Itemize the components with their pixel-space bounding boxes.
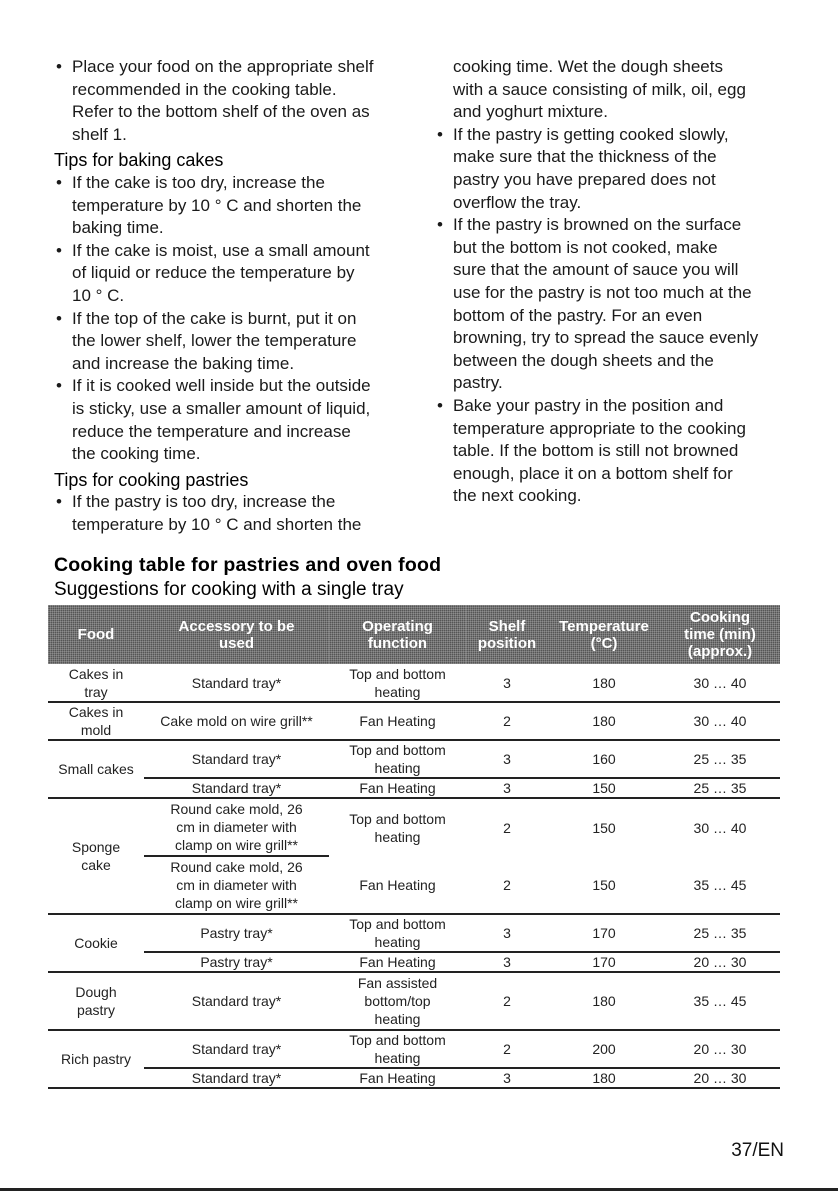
cell-time: 20 … 30 — [660, 1068, 780, 1088]
cell-shelf: 2 — [466, 856, 548, 914]
text-line: table. If the bottom is still not browned — [453, 441, 739, 461]
cell-temperature: 150 — [592, 819, 616, 836]
table-row — [48, 1030, 780, 1068]
cell-shelf: 3 — [466, 664, 548, 702]
cell-shelf: 2 — [466, 702, 548, 740]
cell-line: mold — [80, 722, 112, 738]
cell-line: Standard tray* — [191, 780, 282, 796]
cell-line: Fan Heating — [359, 713, 436, 729]
cell-time: 30 … 40 — [660, 664, 780, 702]
text-line: sure that the amount of sauce you will — [453, 260, 739, 280]
cakes-tips-heading: Tips for baking cakes — [54, 150, 224, 171]
text-line: If the cake is moist, use a small amount — [72, 240, 370, 260]
bullet-marker: • — [56, 57, 62, 76]
cell-line: Cookie — [74, 935, 118, 951]
cell-time: 30 … 40 — [693, 819, 747, 836]
text-line: baking time. — [72, 218, 164, 238]
cell-line: cm in diameter with — [176, 819, 297, 835]
cell-line: pastry — [76, 1002, 116, 1018]
header-line: function — [367, 634, 428, 652]
cell-food — [48, 798, 144, 914]
continued-tip-text — [435, 56, 785, 124]
text-line: reduce the temperature and increase — [72, 421, 351, 441]
cell-line: heating — [374, 828, 421, 845]
header-line: (°C) — [590, 634, 618, 652]
text-line: Place your food on the appropriate shelf — [72, 57, 374, 76]
cell-line: heating — [374, 760, 421, 776]
right-column — [435, 56, 785, 508]
text-line: the lower shelf, lower the temperature — [72, 331, 357, 351]
header-shelf-position — [466, 605, 548, 664]
cell-temperature: 180 — [548, 1068, 660, 1088]
cell-time: 35 … 45 — [660, 972, 780, 1030]
cell-line: Fan Heating — [359, 954, 436, 970]
cell-food — [48, 740, 144, 798]
cell-temperature: 170 — [548, 914, 660, 952]
cell-line: Fan Heating — [359, 780, 436, 796]
text-line: If it is cooked well inside but the outside — [72, 376, 371, 396]
cell-line: Round cake mold, 26 — [170, 859, 303, 875]
text-line: enough, place it on a bottom shelf for — [453, 463, 733, 483]
cell-accessory — [144, 702, 329, 740]
cell-shelf: 3 — [466, 914, 548, 952]
cell-line: Round cake mold, 26 — [170, 801, 303, 817]
cell-line: Pastry tray* — [200, 925, 273, 941]
cell-line: heating — [374, 934, 421, 950]
pastries-tip-item — [435, 395, 785, 508]
cell-time: 35 … 45 — [660, 856, 780, 914]
cell-line: Top and bottom — [349, 665, 446, 682]
cell-function — [329, 1030, 466, 1068]
cell-line: Standard tray* — [191, 751, 282, 767]
cell-line: tray — [84, 683, 108, 700]
intro-bullet — [54, 56, 404, 146]
cell-time: 25 … 35 — [660, 778, 780, 798]
bullet-marker: • — [56, 492, 62, 512]
text-line: make sure that the thickness of the — [453, 147, 717, 167]
cell-line: Cakes in — [68, 704, 124, 720]
cell-time: 20 … 30 — [660, 952, 780, 972]
cell-accessory — [144, 972, 329, 1030]
table-row — [48, 856, 780, 914]
cell-temperature: 150 — [548, 778, 660, 798]
cell-function — [329, 664, 466, 702]
cell-accessory — [144, 952, 329, 972]
cell-temperature: 180 — [548, 972, 660, 1030]
cell-function — [329, 740, 466, 778]
cell-accessory — [144, 664, 329, 702]
cell-line: clamp on wire grill** — [175, 895, 298, 911]
cakes-tip-item — [54, 172, 404, 240]
table-row — [48, 702, 780, 740]
bullet-marker: • — [56, 308, 62, 328]
cell-accessory — [144, 1030, 329, 1068]
text-line: pastry. — [453, 373, 503, 393]
cell-time: 25 … 35 — [660, 914, 780, 952]
cell-line: heating — [374, 1011, 421, 1027]
cell-function — [329, 914, 466, 952]
cakes-tip-item — [54, 240, 404, 308]
cell-shelf: 2 — [466, 972, 548, 1030]
bullet-marker: • — [437, 215, 443, 235]
header-line: Accessory to be — [178, 617, 295, 635]
pastries-tip-item — [435, 124, 785, 214]
cell-function — [329, 856, 466, 914]
cell-line: Top and bottom — [349, 810, 446, 827]
cell-accessory — [144, 740, 329, 778]
cell-function — [329, 1068, 466, 1088]
text-line: use for the pastry is not too much at the — [453, 282, 752, 302]
table-row — [48, 798, 780, 856]
cell-line: Sponge — [71, 839, 121, 855]
text-line: pastry you have prepared does not — [453, 169, 716, 189]
text-line: browning, try to spread the sauce evenly — [453, 328, 759, 348]
cell-time: 25 … 35 — [660, 740, 780, 778]
table-row — [48, 778, 780, 798]
cell-shelf: 3 — [466, 778, 548, 798]
cell-line: Top and bottom — [349, 1032, 446, 1048]
table-row — [48, 952, 780, 972]
text-line: with a sauce consisting of milk, oil, egg — [453, 79, 746, 99]
bullet-marker: • — [56, 172, 62, 192]
cell-function — [329, 952, 466, 972]
text-line: If the pastry is too dry, increase the — [72, 492, 336, 512]
cell-line: heating — [374, 1050, 421, 1066]
header-operating-function — [329, 605, 466, 664]
cell-accessory — [144, 856, 329, 914]
header-line: time (min) — [684, 626, 756, 643]
pastries-tip-item — [54, 491, 404, 536]
table-row — [48, 740, 780, 778]
cell-food — [48, 972, 144, 1030]
table-row — [48, 1068, 780, 1088]
text-line: If the top of the cake is burnt, put it on — [72, 308, 357, 328]
table-row — [48, 664, 780, 702]
cell-line: Top and bottom — [349, 916, 446, 932]
left-column — [54, 56, 404, 536]
header-cooking-time — [660, 605, 780, 664]
cell-line: Pastry tray* — [200, 954, 273, 970]
cell-function — [329, 702, 466, 740]
cell-line: Fan Heating — [359, 1070, 436, 1086]
cell-shelf: 2 — [503, 819, 511, 836]
bullet-marker: • — [437, 395, 443, 415]
cell-function — [329, 972, 466, 1030]
cell-line: Standard tray* — [191, 1041, 282, 1057]
cooking-table — [48, 605, 780, 1089]
cell-accessory — [144, 778, 329, 798]
bullet-marker: • — [437, 124, 443, 144]
text-line: and increase the baking time. — [72, 353, 295, 373]
text-line: If the pastry is getting cooked slowly, — [453, 124, 729, 144]
header-food — [48, 605, 144, 664]
table-row — [48, 914, 780, 952]
cell-temperature: 150 — [548, 856, 660, 914]
text-line: the cooking time. — [72, 444, 201, 464]
header-line: used — [218, 634, 254, 652]
cell-food — [48, 702, 144, 740]
cell-line: cake — [81, 857, 111, 873]
text-line: cooking time. Wet the dough sheets — [453, 57, 723, 76]
cell-line: Cakes in — [68, 665, 124, 682]
text-line: 10 ° C. — [72, 285, 125, 305]
cell-line: Fan assisted — [357, 975, 438, 991]
cooking-table-subtitle: Suggestions for cooking with a single tray — [54, 579, 404, 600]
cell-function — [329, 778, 466, 798]
cell-temperature: 180 — [548, 664, 660, 702]
cell-line: Cake mold on wire grill** — [160, 713, 313, 729]
table-row — [48, 972, 780, 1030]
bullet-marker: • — [56, 240, 62, 260]
text-line: If the cake is too dry, increase the — [72, 172, 325, 192]
text-line: temperature appropriate to the cooking — [453, 418, 746, 438]
bullet-marker: • — [56, 376, 62, 396]
text-line: If the pastry is browned on the surface — [453, 215, 742, 235]
cell-line: Standard tray* — [191, 993, 282, 1009]
cell-line: clamp on wire grill** — [175, 837, 298, 853]
cell-temperature: 160 — [548, 740, 660, 778]
header-line: Shelf — [488, 617, 526, 635]
text-line: but the bottom is not cooked, make — [453, 237, 718, 257]
header-line: Cooking — [690, 609, 750, 626]
text-line: bottom of the pastry. For an even — [453, 305, 703, 325]
header-temperature — [548, 605, 660, 664]
table-header-row — [48, 605, 780, 664]
header-line: (approx.) — [687, 643, 753, 660]
cell-time: 30 … 40 — [660, 702, 780, 740]
cell-line: Small cakes — [58, 761, 134, 777]
text-line: is sticky, use a smaller amount of liquid, — [72, 398, 371, 418]
text-line: between the dough sheets and the — [453, 350, 714, 370]
cell-line: cm in diameter with — [176, 877, 297, 893]
text-line: temperature by 10 ° C and shorten the — [72, 514, 362, 534]
pastries-tip-item — [435, 214, 785, 395]
cell-line: Fan Heating — [359, 876, 436, 893]
cell-shelf: 3 — [466, 1068, 548, 1088]
cell-line: Top and bottom — [349, 742, 446, 758]
cell-food — [48, 1030, 144, 1088]
cell-time: 20 … 30 — [660, 1030, 780, 1068]
header-accessory — [144, 605, 329, 664]
text-line: shelf 1. — [72, 124, 127, 144]
header-line: Food — [77, 626, 115, 643]
text-line: of liquid or reduce the temperature by — [72, 263, 355, 283]
cell-accessory — [144, 1068, 329, 1088]
cooking-table-title: Cooking table for pastries and oven food — [54, 554, 442, 576]
header-line: position — [477, 634, 537, 652]
cell-line: bottom/top — [364, 993, 431, 1009]
cell-accessory — [144, 914, 329, 952]
header-line: Operating — [362, 617, 433, 635]
cell-shelf: 2 — [466, 1030, 548, 1068]
cell-line: Dough — [75, 984, 117, 1000]
cell-line: Rich pastry — [60, 1051, 132, 1067]
cell-function — [329, 798, 466, 856]
cell-line: Standard tray* — [191, 1070, 282, 1086]
cell-food — [48, 664, 144, 702]
cell-line: heating — [374, 683, 421, 700]
text-line: Refer to the bottom shelf of the oven as — [72, 102, 370, 122]
cell-shelf: 3 — [466, 952, 548, 972]
cakes-tip-item — [54, 308, 404, 376]
text-line: recommended in the cooking table. — [72, 79, 337, 99]
text-line: the next cooking. — [453, 486, 582, 506]
text-line: overflow the tray. — [453, 192, 582, 212]
cell-food — [48, 914, 144, 972]
cell-accessory — [144, 798, 329, 856]
text-line: and yoghurt mixture. — [453, 102, 608, 122]
cell-line: Standard tray* — [191, 674, 282, 691]
page-number: 37/EN — [731, 1140, 784, 1161]
cakes-tip-item — [54, 375, 404, 465]
header-line: Temperature — [559, 617, 649, 635]
cell-temperature: 200 — [548, 1030, 660, 1068]
cell-temperature: 180 — [548, 702, 660, 740]
pastries-tips-heading: Tips for cooking pastries — [54, 469, 249, 490]
text-line: Bake your pastry in the position and — [453, 395, 724, 415]
cell-temperature: 170 — [548, 952, 660, 972]
cell-shelf: 3 — [466, 740, 548, 778]
text-line: temperature by 10 ° C and shorten the — [72, 195, 362, 215]
